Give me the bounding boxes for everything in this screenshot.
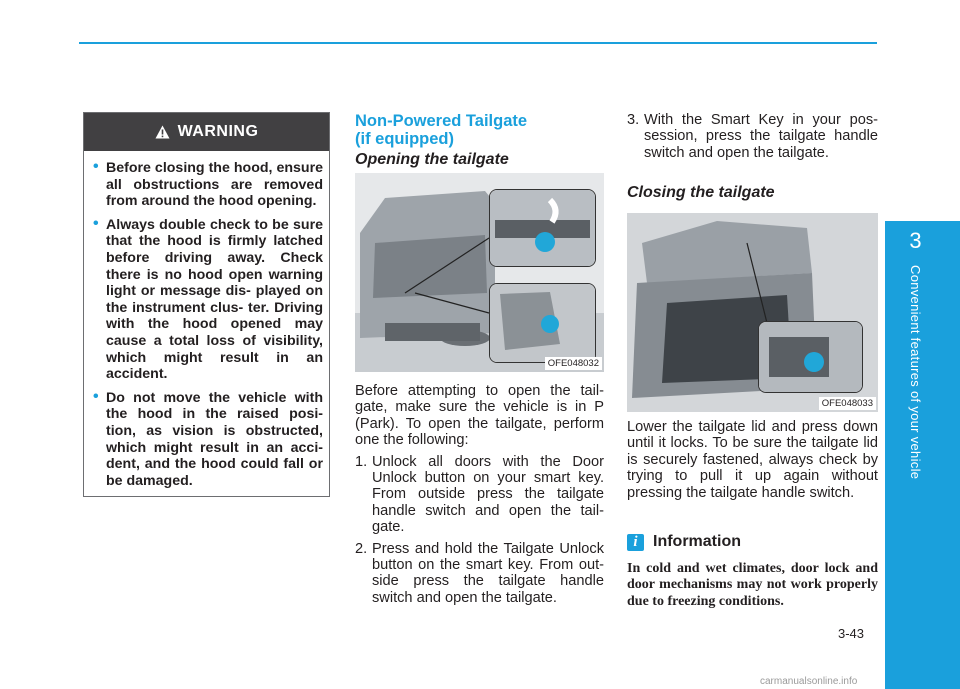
step-text: Press and hold the Tailgate Unlock button on the smart key. From out- side press the tailgate handle switch and open the tailgate. [372, 540, 604, 606]
step-3-body [627, 112, 878, 161]
figure-code: OFE048033 [819, 397, 876, 410]
warning-title: WARNING [177, 123, 259, 140]
handle-inset [489, 189, 596, 267]
warning-list [84, 151, 329, 489]
warning-item: • Do not move the vehicle with the hood in the raised posi- tion, as vision is obstructed, which might result in an acci- dent, and the hood could fall or be damaged. [90, 390, 323, 490]
watermark: carmanualsonline.info [760, 676, 858, 687]
warning-box [83, 112, 330, 497]
step-number: 1. [355, 453, 368, 470]
info-icon: i [627, 534, 644, 551]
switch-inset [489, 283, 596, 363]
step-item [627, 112, 878, 161]
step-text: Unlock all doors with the Door Unlock button on your smart key. From outside press the tailgate handle switch and open the tail- gate. [372, 453, 604, 536]
page-number: 3-43 [838, 626, 865, 641]
step-number: 2. [355, 540, 368, 557]
closing-body: Lower the tailgate lid and press down until it locks. To be sure the tailgate lid is securely fastened, always check by trying to pull it up again without pressing the tailgate handle switch. [627, 419, 878, 501]
step-item [355, 454, 604, 536]
figure-closing-tailgate [627, 213, 878, 412]
information-title: Information [653, 533, 741, 550]
information-header [627, 533, 741, 551]
section-title: Non-Powered Tailgate (if equipped) [355, 112, 528, 148]
chapter-number: 3 [909, 228, 922, 253]
opening-heading: Opening the tailgate [355, 151, 509, 168]
chapter-title: Convenient features of your vehicle [908, 265, 923, 480]
closing-heading: Closing the tailgate [627, 184, 775, 201]
warning-triangle-icon [155, 125, 170, 139]
header-rule [79, 42, 877, 44]
step-text: With the Smart Key in your pos- session, press the tailgate handle switch and open the tailgate. [644, 112, 878, 161]
warning-item: • Always double check to be sure that the hood is firmly latched before driving away. Check there is no hood open warning light or message dis- played on the instrument clus- ter. Driving with the hood opened may cause a total loss of visibility, which might result in an accident. [90, 217, 323, 383]
opening-body [355, 383, 604, 606]
step-item [355, 541, 604, 607]
warning-item: • Before closing the hood, ensure all obstructions are removed from around the hood opening. [90, 160, 323, 210]
figure-opening-tailgate [355, 173, 604, 372]
warning-header [84, 113, 329, 151]
step-number: 3. [627, 112, 640, 128]
information-body: In cold and wet climates, door lock and door mechanisms may not work properly due to freezing conditions. [627, 561, 878, 609]
handle-inset [758, 321, 863, 393]
opening-intro: Before attempting to open the tail- gate, make sure the vehicle is in P (Park). To open the tailgate, perform one the following: [355, 383, 604, 449]
figure-code: OFE048032 [545, 357, 602, 370]
